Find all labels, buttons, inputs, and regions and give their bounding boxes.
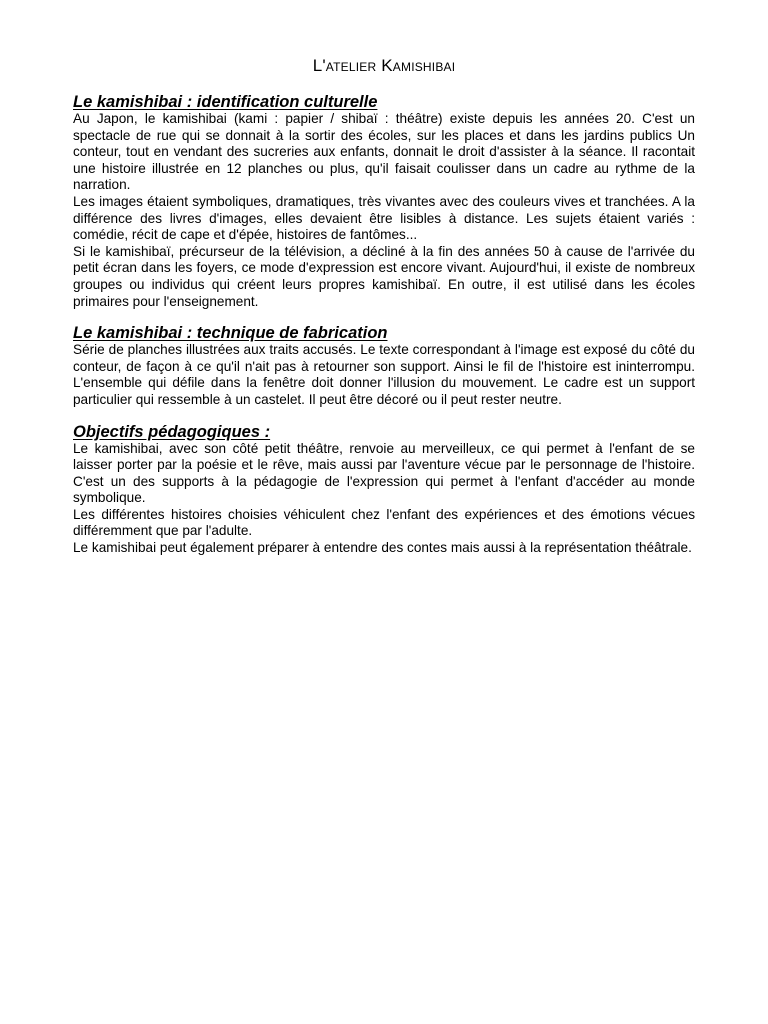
section-heading: Objectifs pédagogiques :	[73, 422, 271, 441]
paragraph: Les images étaient symboliques, dramatiques, très vivantes avec des couleurs vives et tranchées. A la différence des livres d'images, elles devaient être lisibles à distance. Les sujets étaient variés : comédie, récit de cape et d'épée, histoires de fantômes...	[73, 193, 695, 243]
section-fabrication	[73, 324, 695, 408]
section-heading: Le kamishibai : identification culturelle	[73, 93, 378, 111]
paragraph: Série de planches illustrées aux traits accusés. Le texte correspondant à l'image est exposé du côté du conteur, de façon à ce qu'il n'ait pas à retourner son support. Ainsi le fil de l'histoire est ininterrompu. L'ensemble qui défile dans la fenêtre doit donner l'illusion du mouvement. Le cadre est un support particulier qui ressemble à un castelet. Il peut être décoré ou il peut rester neutre.	[73, 342, 695, 407]
document-page	[73, 56, 695, 571]
paragraph: Les différentes histoires choisies véhiculent chez l'enfant des expériences et des émotions vécues différemment que par l'adulte.	[73, 506, 695, 539]
paragraph: Si le kamishibaï, précurseur de la télévision, a décliné à la fin des années 50 à cause de l'arrivée du petit écran dans les foyers, ce mode d'expression est encore vivant. Aujourd'hui, il existe de nombreux groupes ou individus qui créent leurs propres kamishibaï. En outre, il est utilisé dans les écoles primaires pour l'enseignement.	[73, 243, 695, 309]
section-identification	[73, 93, 695, 310]
document-title: L'atelier Kamishibai	[312, 56, 456, 75]
section-heading: Le kamishibai : technique de fabrication	[73, 324, 388, 343]
paragraph: Au Japon, le kamishibai (kami : papier / shibaï : théâtre) existe depuis les années 20. C'est un spectacle de rue qui se donnait à la sortir des écoles, sur les places et dans les jardins publics Un conteur, tout en vendant des sucreries aux enfants, donnait le droit d'assister à la séance. Il racontait une histoire illustrée en 12 planches ou plus, qu'il faisait coulisser dans un cadre au rythme de la narration.	[73, 111, 695, 193]
paragraph: Le kamishibai peut également préparer à entendre des contes mais aussi à la représentation théâtrale.	[73, 540, 692, 556]
section-objectifs	[73, 423, 695, 557]
paragraph: Le kamishibai, avec son côté petit théâtre, renvoie au merveilleux, ce qui permet à l'enfant de se laisser porter par la poésie et le rêve, mais aussi par l'aventure vécue par le personnage de l'histoire. C'est un des supports à la pédagogie de l'expression qui permet à l'enfant d'accéder au monde symbolique.	[73, 440, 695, 506]
